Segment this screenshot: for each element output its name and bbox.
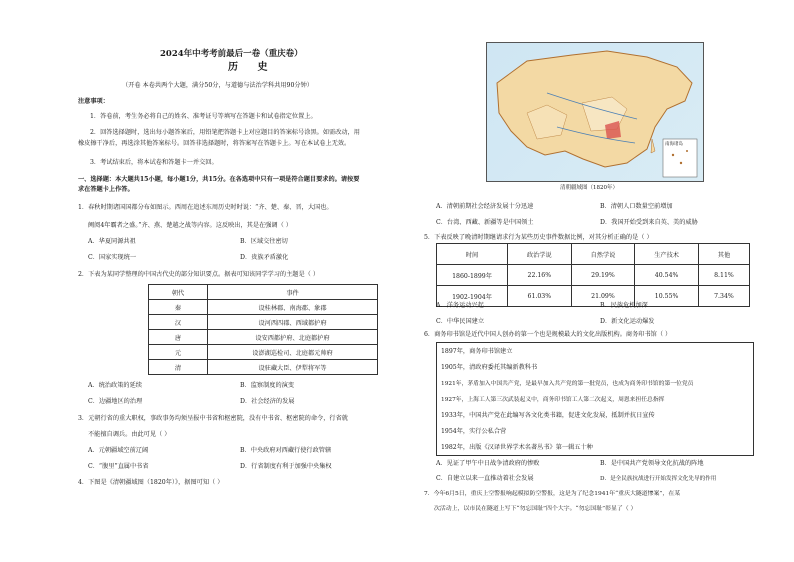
table-cell: 8.11% bbox=[698, 265, 749, 286]
table-cell: 汉 bbox=[149, 315, 208, 330]
q2-option-d[interactable]: D．社会经济的发展 bbox=[240, 398, 295, 405]
table-cell: 7.34% bbox=[698, 286, 749, 307]
table-row bbox=[149, 300, 378, 315]
exam-subtitle: （开卷 本卷共两个大题，满分50分，与道德与法治学科共用90分钟） bbox=[122, 82, 313, 89]
q1-stem: 1．春秋时期诸国国都分布如图示。西周在追述东周历史时时说：“齐、楚、秦、晋，大国也。 bbox=[78, 204, 333, 211]
map-graphic bbox=[487, 43, 703, 181]
table-header: 事件 bbox=[208, 285, 378, 300]
notice-heading: 注意事项： bbox=[78, 98, 109, 105]
table-row bbox=[437, 265, 750, 286]
q3-stem: 3．元朝行省的重大职权，事政事务均须呈报中书省和枢密院，没有中书省、枢密院的命令，行省就 bbox=[78, 415, 348, 422]
table-cell: 唐 bbox=[149, 330, 208, 345]
q7-stem-cont: 次活动上，以市民在隧道上写下“勿忘国耻”四个大字。“勿忘国耻”彰显了（ ） bbox=[434, 506, 637, 512]
q5-table bbox=[436, 243, 750, 307]
timeline-item: 1927年，上海工人第三次武装起义中，商务印书馆工人第二次起义，周恩来担任总指挥 bbox=[441, 397, 665, 403]
q2-table bbox=[148, 284, 378, 375]
table-cell: 21.09% bbox=[571, 286, 635, 307]
table-cell: 元 bbox=[149, 345, 208, 360]
q3-option-b[interactable]: B．中央政府对西藏行使行政管辖 bbox=[240, 447, 332, 454]
q4-stem: 4．下图是《清朝疆域图（1820年）》，据图可知（ ） bbox=[78, 479, 224, 486]
q3-option-a[interactable]: A．元朝疆域空前辽阔 bbox=[88, 447, 149, 454]
table-header: 时间 bbox=[437, 244, 508, 265]
table-row bbox=[149, 360, 378, 375]
q1-stem-cont: 阙阅4年霸者之盛。”齐、燕、楚越之战等内容。这反映出，其是在强调（ ） bbox=[88, 222, 292, 229]
notice-item: 橡皮擦干净后，再选涂其他答案标号。回答非选择题时，将答案写在答题卡上。写在本试卷上无效。 bbox=[78, 140, 351, 147]
q2-option-b[interactable]: B．监察制度的演变 bbox=[240, 382, 295, 389]
table-header: 政治学说 bbox=[508, 244, 572, 265]
table-cell: 设驻藏大臣、伊犁将军等 bbox=[208, 360, 378, 375]
q6-timeline-box bbox=[436, 342, 754, 456]
notice-item: 3．考试结束后，将本试卷和答题卡一并交回。 bbox=[90, 159, 218, 166]
table-row bbox=[149, 345, 378, 360]
notice-item: 1．答卷前，考生务必将自己的姓名、准考证号等填写在答题卡和试卷指定位置上。 bbox=[90, 113, 317, 120]
table-cell: 29.19% bbox=[571, 265, 635, 286]
timeline-item: 1905年，清政府委托其编新教科书 bbox=[441, 364, 538, 371]
table-cell: 10.55% bbox=[635, 286, 699, 307]
q2-stem: 2．下表为某同学整理的中国古代史的部分知识要点。据表可知该同学学习的主题是（ ） bbox=[78, 271, 320, 278]
q6-option-d[interactable]: D．是全民族抗战进行开始发挥文化先导的作用 bbox=[600, 476, 717, 482]
q1-option-c[interactable]: C．国家实现统一 bbox=[88, 254, 137, 261]
q3-stem-cont: 不能擅自调兵。由此可见（ ） bbox=[88, 431, 171, 438]
q6-option-c[interactable]: C．自建立以来一直推动着社会发展 bbox=[436, 475, 534, 482]
q1-option-a[interactable]: A．华夏同源共祖 bbox=[88, 238, 136, 245]
q7-stem: 7．今年6月5日，重庆上空警报响起模拟防空警报，这是为了纪念1941年“重庆大隧道惨案”，在某 bbox=[424, 491, 681, 497]
qing-territory-map bbox=[486, 42, 704, 182]
q4-option-a[interactable]: A．清朝前期社会经济发展十分迅速 bbox=[436, 203, 534, 210]
q3-option-c[interactable]: C．“腹里”直属中书省 bbox=[88, 463, 149, 470]
table-cell: 设澎湖巡检司、北庭都元帅府 bbox=[208, 345, 378, 360]
q5-stem: 5．下表反映了晚清时期继请求行为某些历史事件数据比例，对其分析正确的是（ ） bbox=[424, 234, 653, 241]
section-heading: 一、选择题：本大题共15小题，每小题1分，共15分。在各选项中只有一项是符合题目要求的。请按要 bbox=[78, 176, 360, 183]
q5-option-a[interactable]: A．洋务运动兴起 bbox=[436, 302, 484, 309]
q4-option-c[interactable]: C．台湾、西藏、新疆等是中国领土 bbox=[436, 219, 534, 226]
q2-option-a[interactable]: A．统治政策的延续 bbox=[88, 382, 142, 389]
q5-option-b[interactable]: B．民族危机加深 bbox=[600, 302, 648, 309]
timeline-item: 1921年，茅盾加入中国共产党，是最早加入共产党的第一批党员，也成为商务印书馆的第一位党员 bbox=[441, 381, 694, 387]
table-row bbox=[149, 315, 378, 330]
q6-option-b[interactable]: B．是中国共产党领导文化抗战的阵地 bbox=[600, 460, 704, 467]
table-cell: 1902-1904年 bbox=[437, 286, 508, 307]
table-row bbox=[149, 330, 378, 345]
timeline-item: 1933年，中国共产党在此编写各文化类书籍，促进文化发展，抵制并抗日宣传 bbox=[441, 412, 655, 419]
q1-option-b[interactable]: B．区域交往密切 bbox=[240, 238, 288, 245]
table-cell: 40.54% bbox=[635, 265, 699, 286]
subject-title: 历 史 bbox=[228, 62, 276, 73]
timeline-item: 1897年，商务印书馆建立 bbox=[441, 348, 513, 355]
q6-stem: 6．商务印书馆是近代中国人创办的第一个也是规模最大的文化出版机构。商务印书馆（ ） bbox=[424, 331, 672, 338]
table-header: 朝代 bbox=[149, 285, 208, 300]
table-cell: 1860-1899年 bbox=[437, 265, 508, 286]
q4-option-b[interactable]: B．清朝人口数量空前增加 bbox=[600, 203, 673, 210]
table-cell: 秦 bbox=[149, 300, 208, 315]
map-caption: 清朝疆域图（1820年） bbox=[560, 185, 618, 191]
table-header-row bbox=[149, 285, 378, 300]
table-header: 其他 bbox=[698, 244, 749, 265]
table-header-row bbox=[437, 244, 750, 265]
q5-option-c[interactable]: C．中华民国建立 bbox=[436, 318, 485, 325]
q4-option-d[interactable]: D．我国开始受到来自英、美的威胁 bbox=[600, 219, 698, 226]
notice-item: 2．回答选择题时，选出每小题答案后，用铅笔把答题卡上对应题目的答案标号涂黑。如需改动，用 bbox=[90, 129, 360, 136]
q5-option-d[interactable]: D．新文化运动爆发 bbox=[600, 318, 655, 325]
table-cell: 61.03% bbox=[508, 286, 572, 307]
table-cell: 设桂林郡、南海郡、象郡 bbox=[208, 300, 378, 315]
table-header: 自然学说 bbox=[571, 244, 635, 265]
page-title: 2024年中考考前最后一卷（重庆卷） bbox=[160, 49, 303, 59]
table-header: 生产技术 bbox=[635, 244, 699, 265]
table-cell: 22.16% bbox=[508, 265, 572, 286]
inset-label: 南海诸岛 bbox=[665, 142, 683, 147]
table-cell: 清 bbox=[149, 360, 208, 375]
timeline-item: 1982年，出版《汉译世界学术名著丛书》第一辑五十种 bbox=[441, 444, 593, 451]
section-heading-cont: 求在答题卡上作答。 bbox=[78, 186, 134, 193]
q1-option-d[interactable]: D．贵族矛盾激化 bbox=[240, 254, 289, 261]
table-cell: 设河西四郡、西域都护府 bbox=[208, 315, 378, 330]
q2-option-c[interactable]: C．边疆地区的治理 bbox=[88, 398, 143, 405]
timeline-item: 1954年，实行公私合营 bbox=[441, 428, 507, 435]
q6-option-a[interactable]: A．见证了甲午中日战争清政府的惨败 bbox=[436, 460, 540, 467]
table-cell: 设安西都护府、北庭都护府 bbox=[208, 330, 378, 345]
q3-option-d[interactable]: D．行省制度有利于加强中央集权 bbox=[240, 463, 332, 470]
